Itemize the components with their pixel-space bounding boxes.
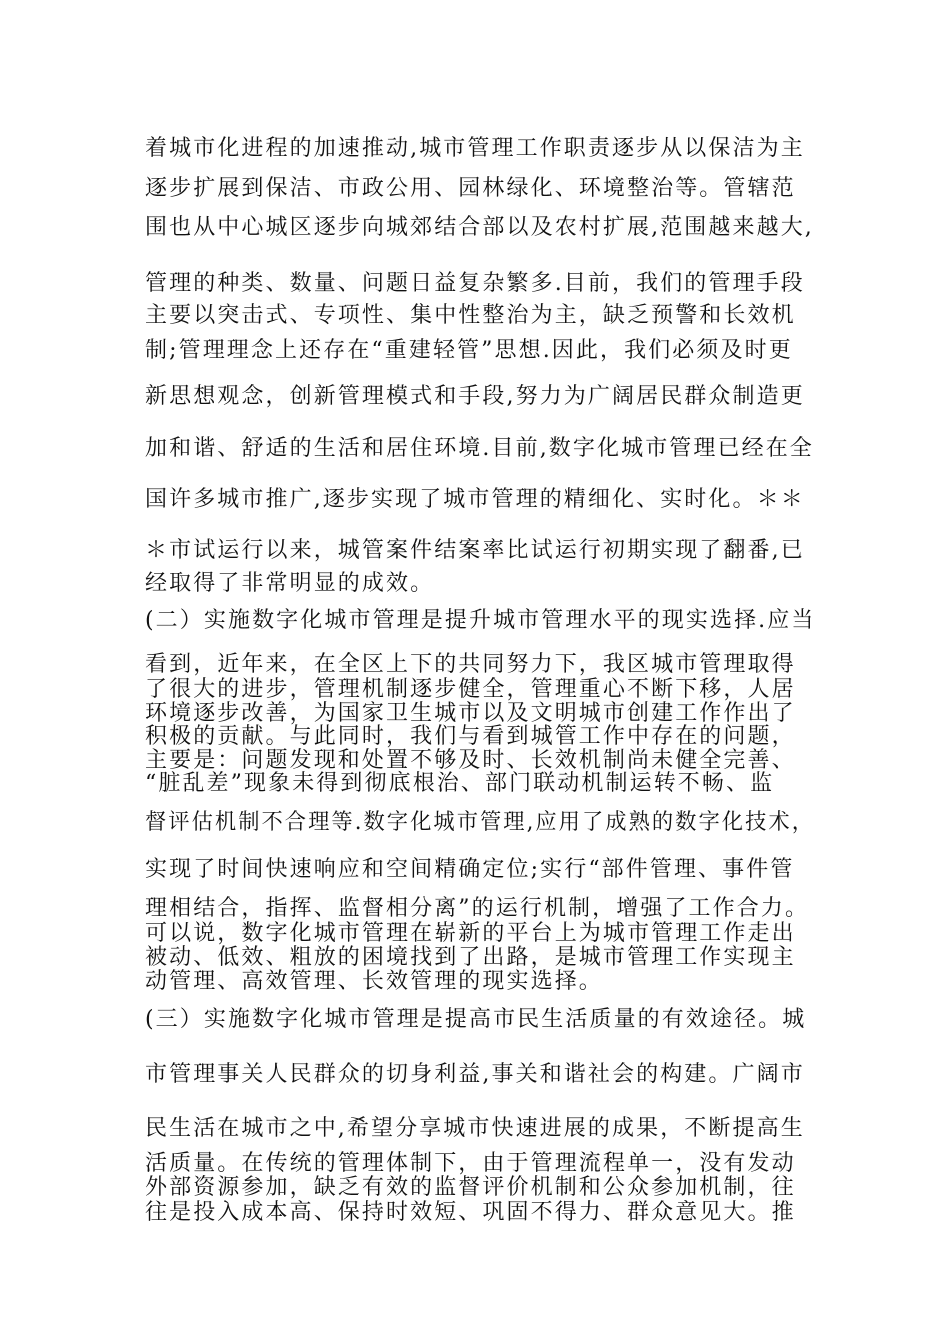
text-line: ＊市试运行以来，城管案件结案率比试运行初期实现了翻番,已 xyxy=(145,538,805,563)
text-line: 可以说，数字化城市管理在崭新的平台上为城市管理工作走出 xyxy=(145,921,796,946)
section-heading-line: (二）实施数字化城市管理是提升城市管理水平的现实选择.应当 xyxy=(145,608,816,633)
text-line: “脏乱差”现象未得到彻底根治、部门联动机制运转不畅、监 xyxy=(145,771,775,796)
text-line: 加和谐、舒适的生活和居住环境.目前,数字化城市管理已经在全 xyxy=(145,436,814,461)
text-line: 被动、低效、粗放的困境找到了出路，是城市管理工作实现主 xyxy=(145,945,796,970)
text-line: 看到，近年来，在全区上下的共同努力下，我区城市管理取得 xyxy=(145,652,796,677)
text-line: 着城市化进程的加速推动,城市管理工作职责逐步从以保洁为主 xyxy=(145,136,805,161)
text-line: 活质量。在传统的管理体制下，由于管理流程单一，没有发动 xyxy=(145,1151,796,1176)
text-line: 制;管理理念上还存在“重建轻管”思想.因此，我们必须及时更 xyxy=(145,338,793,363)
text-line: 经取得了非常明显的成效。 xyxy=(145,571,435,596)
text-line: 督评估机制不合理等.数字化城市管理,应用了成熟的数字化技术， xyxy=(145,810,815,835)
text-line: 动管理、高效管理、长效管理的现实选择。 xyxy=(145,969,603,994)
text-line: 民生活在城市之中,希望分享城市快速进展的成果，不断提高生 xyxy=(145,1116,805,1141)
text-line: 积极的贡献。与此同时，我们与看到城管工作中存在的问题， xyxy=(145,724,796,749)
section-heading-line: (三）实施数字化城市管理是提高市民生活质量的有效途径。城 xyxy=(145,1007,807,1032)
text-line: 主要是：问题发现和处置不够及时、长效机制尚未健全完善、 xyxy=(145,748,796,773)
text-line: 主要以突击式、专项性、集中性整治为主，缺乏预警和长效机 xyxy=(145,303,796,328)
text-line: 围也从中心城区逐步向城郊结合部以及农村扩展,范围越来越大, xyxy=(145,215,814,240)
text-line: 了很大的进步，管理机制逐步健全，管理重心不断下移，人居 xyxy=(145,677,796,702)
text-line: 国许多城市推广,逐步实现了城市管理的精细化、实时化。＊＊ xyxy=(145,487,805,512)
text-line: 往是投入成本高、保持时效短、巩固不得力、群众意见大。推 xyxy=(145,1200,796,1225)
text-line: 实现了时间快速响应和空间精确定位;实行“部件管理、事件管 xyxy=(145,857,795,882)
text-line: 外部资源参加，缺乏有效的监督评价机制和公众参加机制，往 xyxy=(145,1175,796,1200)
text-line: 逐步扩展到保洁、市政公用、园林绿化、环境整治等。管辖范 xyxy=(145,176,796,201)
text-line: 市管理事关人民群众的切身利益,事关和谐社会的构建。广阔市 xyxy=(145,1062,805,1087)
text-line: 理相结合，指挥、监督相分离”的运行机制，增强了工作合力。 xyxy=(145,896,810,921)
text-line: 环境逐步改善，为国家卫生城市以及文明城市创建工作作出了 xyxy=(145,701,796,726)
text-line: 新思想观念，创新管理模式和手段,努力为广阔居民群众制造更 xyxy=(145,384,805,409)
text-line: 管理的种类、数量、问题日益复杂繁多.目前，我们的管理手段 xyxy=(145,271,805,296)
